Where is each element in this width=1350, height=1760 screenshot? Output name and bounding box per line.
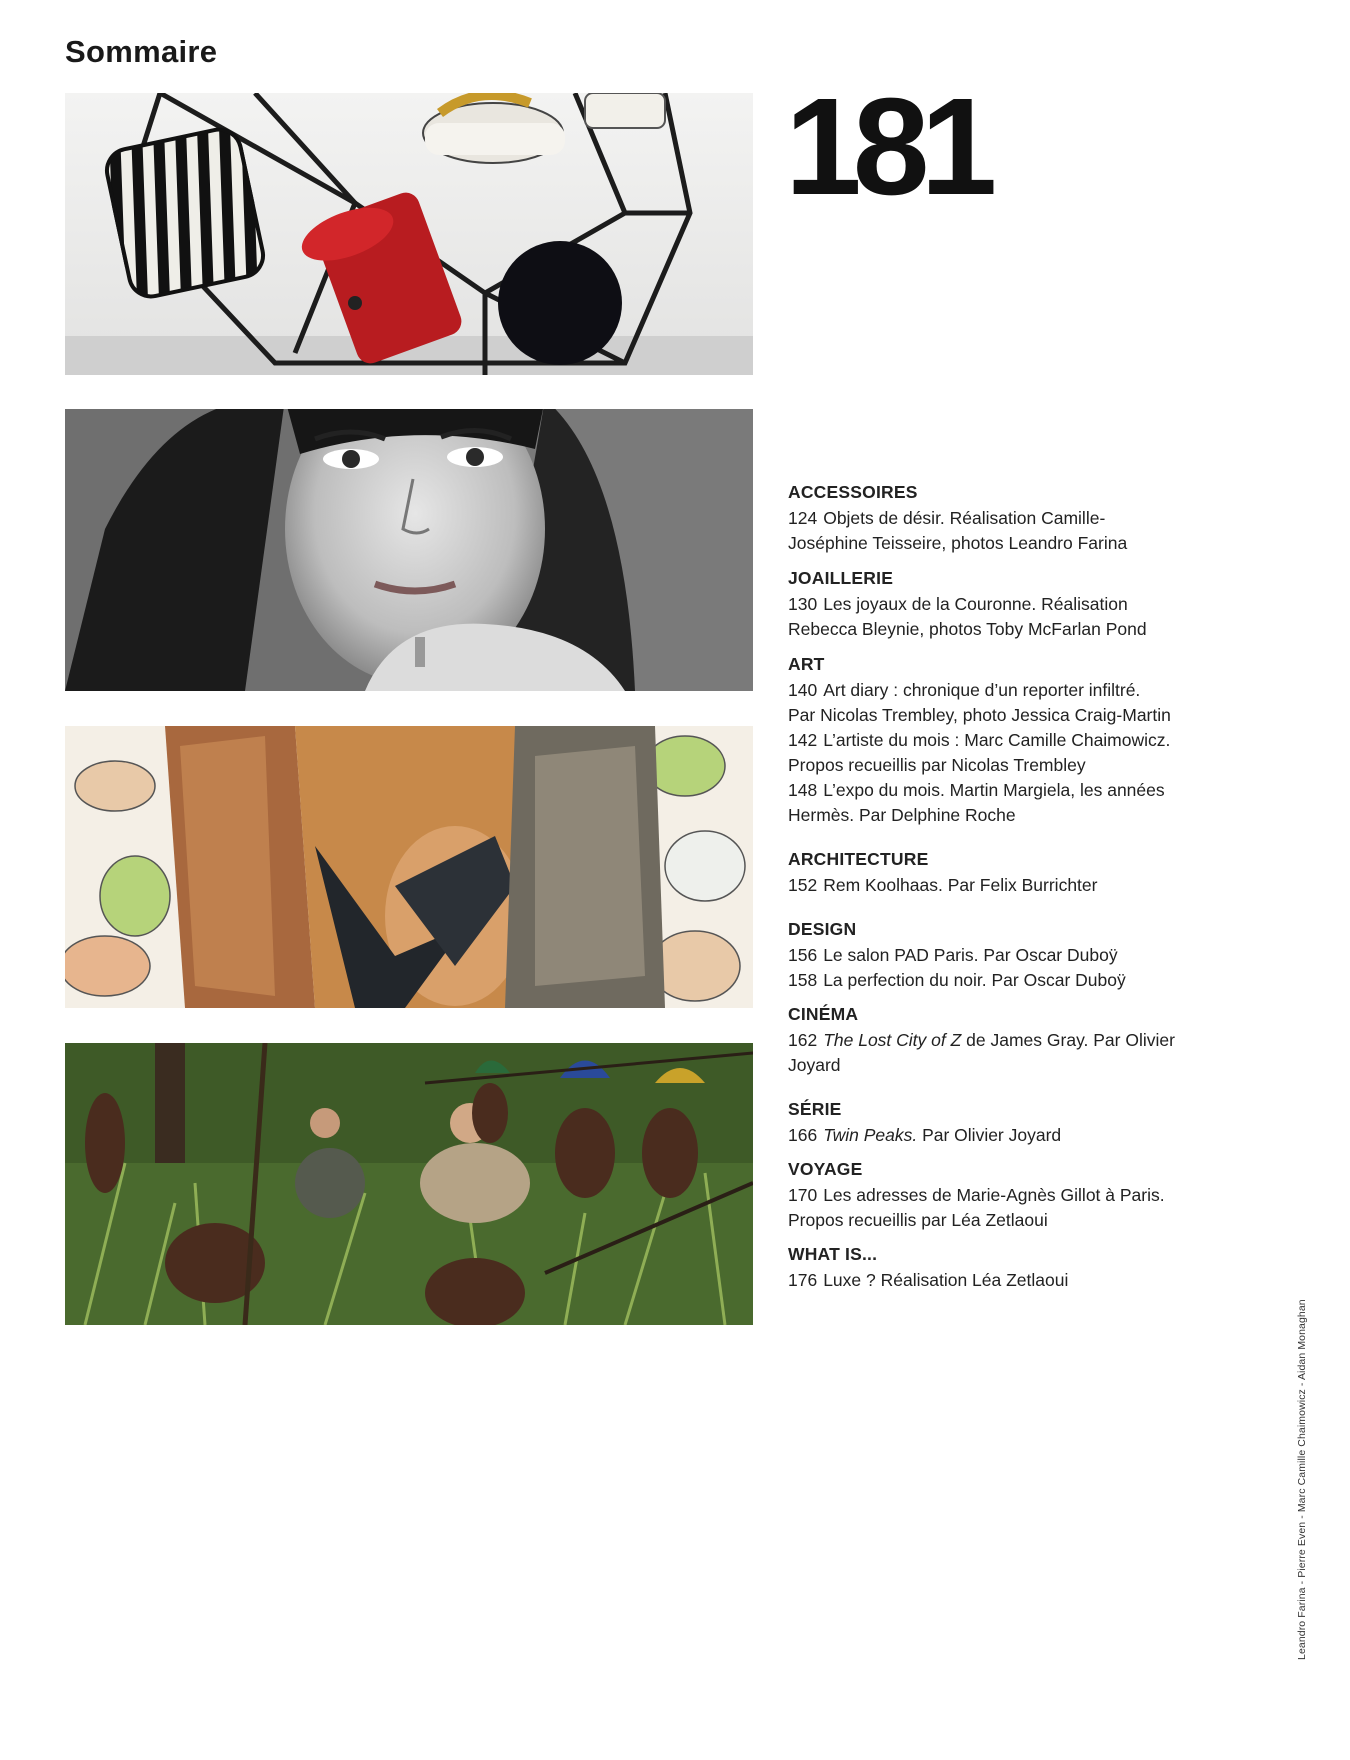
toc-entry-text: Hermès. Par Delphine Roche: [788, 805, 1016, 825]
toc-entry[interactable]: [788, 506, 1258, 556]
toc-section-heading: CINÉMA: [788, 1004, 859, 1024]
toc-entry-text: Le salon PAD Paris. Par Oscar Duboÿ: [823, 945, 1118, 965]
toc-section: [788, 480, 1258, 556]
toc-section: [788, 1157, 1258, 1233]
toc-section: [788, 847, 1258, 898]
toc-entry[interactable]: [788, 968, 1258, 993]
toc-page-number: 152: [788, 875, 818, 895]
toc-section: [788, 652, 1258, 828]
toc-entry-text: Par Olivier Joyard: [917, 1125, 1062, 1145]
accessories-still-life-image: [65, 93, 753, 375]
toc-entry-text: Art diary : chronique d’un reporter infiltré.: [823, 680, 1141, 700]
toc-section: [788, 1242, 1258, 1293]
toc-entry-text: Rebecca Bleynie, photos Toby McFarlan Pond: [788, 619, 1147, 639]
toc-page-number: 158: [788, 970, 818, 990]
toc-entry[interactable]: [788, 1028, 1258, 1078]
toc-section-heading: DESIGN: [788, 919, 857, 939]
toc-entry[interactable]: [788, 873, 1258, 898]
toc-page-number: 124: [788, 508, 818, 528]
toc-entry-text: L’expo du mois. Martin Margiela, les années: [823, 780, 1165, 800]
toc-page-number: 148: [788, 780, 818, 800]
toc-entry-text: Les adresses de Marie-Agnès Gillot à Paris.: [823, 1185, 1165, 1205]
toc-section-heading: WHAT IS...: [788, 1244, 878, 1264]
toc-section: [788, 1097, 1258, 1148]
toc-entry[interactable]: [788, 1123, 1258, 1148]
toc-page-number: 142: [788, 730, 818, 750]
toc-entry[interactable]: [788, 728, 1258, 778]
toc-entry-text: Les joyaux de la Couronne. Réalisation: [823, 594, 1128, 614]
toc-section: [788, 917, 1258, 993]
table-of-contents: [788, 480, 1258, 1299]
toc-page-number: 156: [788, 945, 818, 965]
toc-page-number: 166: [788, 1125, 818, 1145]
issue-number: 181: [785, 70, 989, 224]
toc-section-heading: ART: [788, 654, 825, 674]
toc-page-number: 140: [788, 680, 818, 700]
toc-section-heading: JOAILLERIE: [788, 568, 894, 588]
toc-entry[interactable]: [788, 1183, 1258, 1233]
toc-entry-text: La perfection du noir. Par Oscar Duboÿ: [823, 970, 1126, 990]
toc-entry-text: Propos recueillis par Nicolas Trembley: [788, 755, 1086, 775]
toc-entry-text: Luxe ? Réalisation Léa Zetlaoui: [823, 1270, 1069, 1290]
toc-section-heading: ACCESSOIRES: [788, 482, 918, 502]
toc-page-number: 176: [788, 1270, 818, 1290]
toc-entry-text: Joyard: [788, 1055, 841, 1075]
toc-entry[interactable]: [788, 678, 1258, 728]
toc-entry[interactable]: [788, 943, 1258, 968]
toc-entry-italic-title: Twin Peaks.: [823, 1125, 918, 1145]
toc-entry-text: L’artiste du mois : Marc Camille Chaimowicz.: [823, 730, 1171, 750]
toc-entry[interactable]: [788, 1268, 1258, 1293]
toc-section-heading: ARCHITECTURE: [788, 849, 929, 869]
toc-section-heading: SÉRIE: [788, 1099, 842, 1119]
toc-entry[interactable]: [788, 778, 1258, 828]
toc-page-number: 130: [788, 594, 818, 614]
toc-section: [788, 566, 1258, 642]
toc-section: [788, 1002, 1258, 1078]
toc-entry-text: de James Gray. Par Olivier: [961, 1030, 1175, 1050]
toc-entry-text: Propos recueillis par Léa Zetlaoui: [788, 1210, 1048, 1230]
toc-entry-text: Objets de désir. Réalisation Camille-: [823, 508, 1106, 528]
jungle-film-still-image: [65, 1043, 753, 1325]
toc-entry-text: Rem Koolhaas. Par Felix Burrichter: [823, 875, 1098, 895]
toc-entry[interactable]: [788, 592, 1258, 642]
toc-page-number: 170: [788, 1185, 818, 1205]
toc-entry-italic-title: The Lost City of Z: [823, 1030, 962, 1050]
toc-entry-text: Joséphine Teisseire, photos Leandro Farina: [788, 533, 1128, 553]
photo-credits: Leandro Farina - Pierre Even - Marc Camille Chaimowicz - Aidan Monaghan: [1296, 1299, 1308, 1660]
fur-collage-image: [65, 726, 753, 1008]
toc-entry-text: Par Nicolas Trembley, photo Jessica Craig-Martin: [788, 705, 1171, 725]
toc-page-number: 162: [788, 1030, 818, 1050]
page-title: Sommaire: [65, 34, 218, 69]
portrait-image: [65, 409, 753, 691]
toc-section-heading: VOYAGE: [788, 1159, 863, 1179]
